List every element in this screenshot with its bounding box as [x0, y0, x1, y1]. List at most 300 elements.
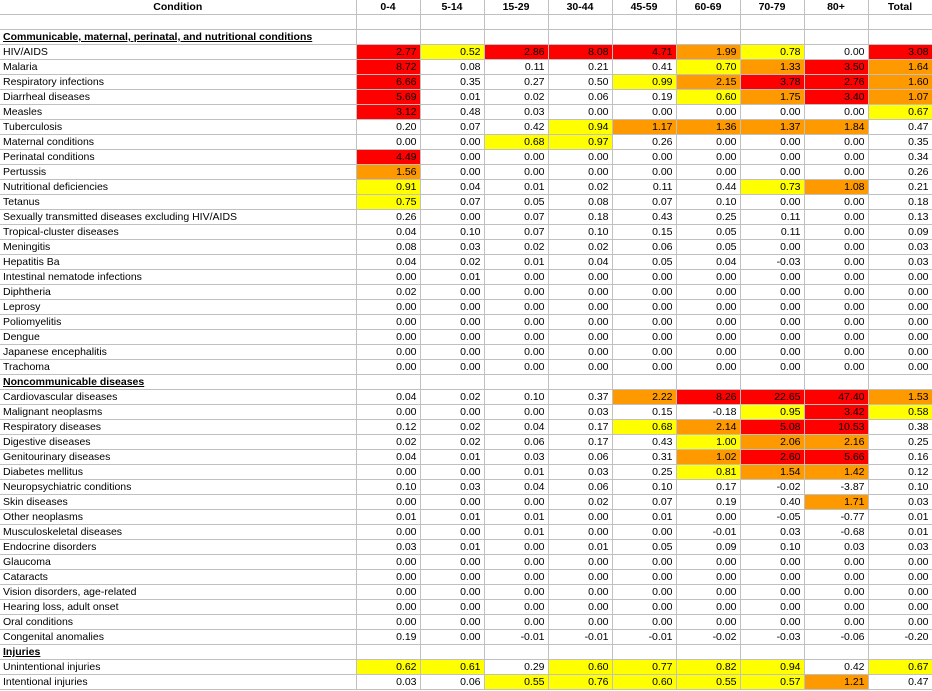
empty-cell[interactable] [740, 375, 804, 390]
value-cell[interactable]: 3.12 [356, 105, 420, 120]
value-cell[interactable]: 3.78 [740, 75, 804, 90]
value-cell[interactable]: 0.04 [484, 480, 548, 495]
value-cell[interactable]: 2.14 [676, 420, 740, 435]
condition-cell[interactable]: Cardiovascular diseases [0, 390, 356, 405]
value-cell[interactable]: 0.00 [676, 285, 740, 300]
empty-cell[interactable] [676, 645, 740, 660]
condition-cell[interactable]: Oral conditions [0, 615, 356, 630]
total-cell[interactable]: 0.25 [868, 435, 932, 450]
value-cell[interactable]: 0.00 [804, 585, 868, 600]
value-cell[interactable]: 0.78 [740, 45, 804, 60]
value-cell[interactable]: 0.04 [484, 420, 548, 435]
condition-cell[interactable]: Endocrine disorders [0, 540, 356, 555]
condition-cell[interactable]: Cataracts [0, 570, 356, 585]
empty-cell[interactable] [740, 15, 804, 30]
value-cell[interactable]: 0.02 [420, 390, 484, 405]
value-cell[interactable]: 0.95 [740, 405, 804, 420]
value-cell[interactable]: 47.40 [804, 390, 868, 405]
value-cell[interactable]: 0.01 [356, 510, 420, 525]
empty-cell[interactable] [420, 15, 484, 30]
empty-cell[interactable] [676, 30, 740, 45]
condition-cell[interactable]: Intentional injuries [0, 675, 356, 690]
value-cell[interactable]: 0.00 [740, 330, 804, 345]
value-cell[interactable]: 0.06 [548, 480, 612, 495]
value-cell[interactable]: 1.42 [804, 465, 868, 480]
value-cell[interactable]: 0.00 [420, 330, 484, 345]
value-cell[interactable]: 0.31 [612, 450, 676, 465]
value-cell[interactable]: 0.00 [484, 405, 548, 420]
empty-cell[interactable] [868, 30, 932, 45]
value-cell[interactable]: 0.04 [420, 180, 484, 195]
value-cell[interactable]: 0.01 [420, 270, 484, 285]
empty-cell[interactable] [676, 15, 740, 30]
value-cell[interactable]: 5.08 [740, 420, 804, 435]
value-cell[interactable]: 1.08 [804, 180, 868, 195]
value-cell[interactable]: 0.73 [740, 180, 804, 195]
condition-cell[interactable]: Hearing loss, adult onset [0, 600, 356, 615]
value-cell[interactable]: 0.00 [804, 105, 868, 120]
value-cell[interactable]: 2.06 [740, 435, 804, 450]
value-cell[interactable]: 0.00 [612, 270, 676, 285]
total-cell[interactable]: 0.03 [868, 255, 932, 270]
value-cell[interactable]: -0.03 [740, 630, 804, 645]
value-cell[interactable]: 0.76 [548, 675, 612, 690]
value-cell[interactable]: 0.01 [612, 510, 676, 525]
condition-cell[interactable]: Dengue [0, 330, 356, 345]
value-cell[interactable]: 0.42 [804, 660, 868, 675]
value-cell[interactable]: 0.00 [484, 495, 548, 510]
total-cell[interactable]: 1.53 [868, 390, 932, 405]
value-cell[interactable]: 0.43 [612, 210, 676, 225]
section-label[interactable]: Injuries [0, 645, 356, 660]
total-cell[interactable]: 0.00 [868, 300, 932, 315]
value-cell[interactable]: 0.00 [420, 315, 484, 330]
value-cell[interactable]: 1.56 [356, 165, 420, 180]
value-cell[interactable]: 0.00 [740, 570, 804, 585]
condition-cell[interactable]: Malaria [0, 60, 356, 75]
value-cell[interactable]: 0.00 [356, 315, 420, 330]
total-cell[interactable]: 0.21 [868, 180, 932, 195]
value-cell[interactable]: 0.15 [612, 405, 676, 420]
value-cell[interactable]: 0.00 [612, 555, 676, 570]
value-cell[interactable]: 0.01 [420, 540, 484, 555]
value-cell[interactable]: 0.03 [420, 240, 484, 255]
value-cell[interactable]: 0.94 [548, 120, 612, 135]
condition-cell[interactable]: Musculoskeletal diseases [0, 525, 356, 540]
total-cell[interactable]: 0.00 [868, 555, 932, 570]
value-cell[interactable]: 0.00 [548, 585, 612, 600]
condition-cell[interactable]: Skin diseases [0, 495, 356, 510]
value-cell[interactable]: 0.05 [676, 240, 740, 255]
value-cell[interactable]: -0.18 [676, 405, 740, 420]
total-cell[interactable]: 0.47 [868, 675, 932, 690]
value-cell[interactable]: 0.00 [676, 270, 740, 285]
value-cell[interactable]: 0.11 [740, 210, 804, 225]
value-cell[interactable]: 0.02 [484, 240, 548, 255]
value-cell[interactable]: 0.07 [420, 120, 484, 135]
section-label[interactable]: Communicable, maternal, perinatal, and nutritional conditions [0, 30, 356, 45]
value-cell[interactable]: 0.00 [740, 150, 804, 165]
value-cell[interactable]: 0.00 [612, 525, 676, 540]
value-cell[interactable]: 0.03 [420, 480, 484, 495]
column-header[interactable]: 30-44 [548, 0, 612, 15]
value-cell[interactable]: 0.00 [740, 555, 804, 570]
total-cell[interactable]: 0.03 [868, 240, 932, 255]
value-cell[interactable]: 0.00 [804, 195, 868, 210]
value-cell[interactable]: 0.11 [740, 225, 804, 240]
value-cell[interactable]: 0.00 [804, 45, 868, 60]
value-cell[interactable]: 0.00 [484, 300, 548, 315]
value-cell[interactable]: 6.66 [356, 75, 420, 90]
condition-cell[interactable]: Respiratory diseases [0, 420, 356, 435]
value-cell[interactable]: 0.00 [484, 165, 548, 180]
total-cell[interactable]: 0.16 [868, 450, 932, 465]
value-cell[interactable]: 0.00 [804, 600, 868, 615]
total-cell[interactable]: 0.47 [868, 120, 932, 135]
empty-cell[interactable] [804, 15, 868, 30]
total-cell[interactable]: 0.34 [868, 150, 932, 165]
value-cell[interactable]: 0.06 [548, 450, 612, 465]
value-cell[interactable]: 0.00 [356, 270, 420, 285]
value-cell[interactable]: 0.01 [484, 255, 548, 270]
value-cell[interactable]: 1.54 [740, 465, 804, 480]
total-cell[interactable]: 0.00 [868, 330, 932, 345]
total-cell[interactable]: 0.00 [868, 615, 932, 630]
value-cell[interactable]: 0.10 [420, 225, 484, 240]
value-cell[interactable]: 0.17 [548, 435, 612, 450]
value-cell[interactable]: 0.00 [548, 570, 612, 585]
value-cell[interactable]: 0.00 [612, 585, 676, 600]
value-cell[interactable]: 0.00 [356, 615, 420, 630]
value-cell[interactable]: 0.00 [420, 285, 484, 300]
value-cell[interactable]: 0.00 [676, 360, 740, 375]
value-cell[interactable]: 0.06 [612, 240, 676, 255]
value-cell[interactable]: 0.37 [548, 390, 612, 405]
value-cell[interactable]: 0.00 [356, 600, 420, 615]
total-cell[interactable]: 0.12 [868, 465, 932, 480]
value-cell[interactable]: 0.00 [548, 360, 612, 375]
total-cell[interactable]: 0.00 [868, 270, 932, 285]
condition-cell[interactable]: Sexually transmitted diseases excluding HIV/AIDS [0, 210, 356, 225]
total-cell[interactable]: 1.07 [868, 90, 932, 105]
value-cell[interactable]: 0.26 [356, 210, 420, 225]
value-cell[interactable]: 0.60 [676, 90, 740, 105]
value-cell[interactable]: 0.70 [676, 60, 740, 75]
value-cell[interactable]: 0.42 [484, 120, 548, 135]
empty-cell[interactable] [740, 30, 804, 45]
value-cell[interactable]: 0.00 [740, 285, 804, 300]
column-header[interactable]: 15-29 [484, 0, 548, 15]
value-cell[interactable]: 0.00 [356, 585, 420, 600]
value-cell[interactable]: -0.01 [612, 630, 676, 645]
value-cell[interactable]: 1.21 [804, 675, 868, 690]
value-cell[interactable]: 0.19 [612, 90, 676, 105]
value-cell[interactable]: 0.04 [548, 255, 612, 270]
condition-cell[interactable]: Genitourinary diseases [0, 450, 356, 465]
empty-cell[interactable] [420, 375, 484, 390]
value-cell[interactable]: 0.00 [676, 615, 740, 630]
value-cell[interactable]: 0.00 [420, 165, 484, 180]
value-cell[interactable]: 0.08 [356, 240, 420, 255]
value-cell[interactable]: 0.00 [612, 165, 676, 180]
value-cell[interactable]: 0.00 [612, 285, 676, 300]
column-header[interactable]: 0-4 [356, 0, 420, 15]
empty-cell[interactable] [804, 30, 868, 45]
value-cell[interactable]: 0.01 [484, 465, 548, 480]
condition-cell[interactable]: Congenital anomalies [0, 630, 356, 645]
value-cell[interactable]: 0.62 [356, 660, 420, 675]
value-cell[interactable]: 0.03 [356, 540, 420, 555]
total-cell[interactable]: 0.00 [868, 285, 932, 300]
value-cell[interactable]: 0.00 [612, 570, 676, 585]
value-cell[interactable]: 0.00 [420, 495, 484, 510]
value-cell[interactable]: 0.00 [676, 585, 740, 600]
value-cell[interactable]: 0.00 [420, 585, 484, 600]
empty-cell[interactable] [420, 645, 484, 660]
empty-cell[interactable] [356, 15, 420, 30]
condition-cell[interactable]: Other neoplasms [0, 510, 356, 525]
total-cell[interactable]: 0.03 [868, 540, 932, 555]
value-cell[interactable]: 0.02 [356, 435, 420, 450]
column-header[interactable]: 70-79 [740, 0, 804, 15]
value-cell[interactable]: 0.12 [356, 420, 420, 435]
value-cell[interactable]: 0.10 [548, 225, 612, 240]
value-cell[interactable]: 0.02 [548, 180, 612, 195]
condition-cell[interactable]: Malignant neoplasms [0, 405, 356, 420]
value-cell[interactable]: 0.10 [676, 195, 740, 210]
value-cell[interactable]: 0.00 [484, 555, 548, 570]
empty-cell[interactable] [484, 645, 548, 660]
value-cell[interactable]: 0.02 [548, 240, 612, 255]
value-cell[interactable]: 0.44 [676, 180, 740, 195]
value-cell[interactable]: 0.10 [356, 480, 420, 495]
value-cell[interactable]: 0.82 [676, 660, 740, 675]
condition-cell[interactable]: Neuropsychiatric conditions [0, 480, 356, 495]
value-cell[interactable]: 0.00 [740, 315, 804, 330]
value-cell[interactable]: 0.00 [420, 150, 484, 165]
value-cell[interactable]: 0.00 [420, 615, 484, 630]
value-cell[interactable]: 0.02 [484, 90, 548, 105]
value-cell[interactable]: 0.03 [484, 450, 548, 465]
value-cell[interactable]: 0.07 [612, 195, 676, 210]
condition-cell[interactable]: Tuberculosis [0, 120, 356, 135]
column-header[interactable]: Condition [0, 0, 356, 15]
value-cell[interactable]: 0.00 [356, 345, 420, 360]
value-cell[interactable]: 0.00 [484, 315, 548, 330]
condition-cell[interactable]: Respiratory infections [0, 75, 356, 90]
value-cell[interactable]: -0.06 [804, 630, 868, 645]
value-cell[interactable]: 0.05 [484, 195, 548, 210]
value-cell[interactable]: 0.02 [420, 420, 484, 435]
value-cell[interactable]: 0.29 [484, 660, 548, 675]
value-cell[interactable]: 0.02 [420, 255, 484, 270]
condition-cell[interactable]: Nutritional deficiencies [0, 180, 356, 195]
value-cell[interactable]: 5.69 [356, 90, 420, 105]
value-cell[interactable]: 0.04 [356, 255, 420, 270]
condition-cell[interactable]: Measles [0, 105, 356, 120]
column-header[interactable]: 45-59 [612, 0, 676, 15]
value-cell[interactable]: 0.60 [548, 660, 612, 675]
value-cell[interactable]: 0.10 [740, 540, 804, 555]
value-cell[interactable]: 8.08 [548, 45, 612, 60]
empty-cell[interactable] [356, 375, 420, 390]
value-cell[interactable]: 1.84 [804, 120, 868, 135]
value-cell[interactable]: 0.00 [740, 135, 804, 150]
value-cell[interactable]: 0.00 [676, 300, 740, 315]
empty-cell[interactable] [740, 645, 804, 660]
value-cell[interactable]: 0.00 [484, 150, 548, 165]
total-cell[interactable]: 1.64 [868, 60, 932, 75]
condition-cell[interactable]: HIV/AIDS [0, 45, 356, 60]
value-cell[interactable]: 0.00 [484, 540, 548, 555]
value-cell[interactable]: 0.00 [612, 315, 676, 330]
value-cell[interactable]: -3.87 [804, 480, 868, 495]
value-cell[interactable]: 0.03 [740, 525, 804, 540]
value-cell[interactable]: 0.00 [420, 360, 484, 375]
value-cell[interactable]: 2.16 [804, 435, 868, 450]
condition-cell[interactable]: Hepatitis Ba [0, 255, 356, 270]
value-cell[interactable]: 1.36 [676, 120, 740, 135]
value-cell[interactable]: 1.00 [676, 435, 740, 450]
value-cell[interactable]: 0.00 [356, 555, 420, 570]
total-cell[interactable]: 0.01 [868, 510, 932, 525]
value-cell[interactable]: 0.00 [676, 345, 740, 360]
value-cell[interactable]: 0.19 [356, 630, 420, 645]
total-cell[interactable]: 0.38 [868, 420, 932, 435]
value-cell[interactable]: 0.68 [484, 135, 548, 150]
value-cell[interactable]: 0.00 [804, 270, 868, 285]
total-cell[interactable]: 3.08 [868, 45, 932, 60]
value-cell[interactable]: 1.17 [612, 120, 676, 135]
value-cell[interactable]: 0.03 [356, 675, 420, 690]
value-cell[interactable]: 0.21 [548, 60, 612, 75]
value-cell[interactable]: 0.00 [420, 465, 484, 480]
value-cell[interactable]: 0.06 [548, 90, 612, 105]
value-cell[interactable]: 0.03 [548, 405, 612, 420]
value-cell[interactable]: 0.07 [484, 210, 548, 225]
value-cell[interactable]: 0.00 [548, 285, 612, 300]
value-cell[interactable]: 2.22 [612, 390, 676, 405]
value-cell[interactable]: 3.42 [804, 405, 868, 420]
value-cell[interactable]: 0.01 [420, 90, 484, 105]
value-cell[interactable]: 0.05 [676, 225, 740, 240]
value-cell[interactable]: 0.00 [420, 135, 484, 150]
value-cell[interactable]: 0.01 [420, 510, 484, 525]
value-cell[interactable]: 0.00 [612, 345, 676, 360]
value-cell[interactable]: 0.08 [548, 195, 612, 210]
total-cell[interactable]: 0.67 [868, 660, 932, 675]
value-cell[interactable]: 1.33 [740, 60, 804, 75]
value-cell[interactable]: 0.01 [548, 540, 612, 555]
total-cell[interactable]: 0.67 [868, 105, 932, 120]
empty-cell[interactable] [484, 30, 548, 45]
value-cell[interactable]: 0.19 [676, 495, 740, 510]
empty-cell[interactable] [612, 15, 676, 30]
empty-cell[interactable] [676, 375, 740, 390]
value-cell[interactable]: 0.11 [484, 60, 548, 75]
value-cell[interactable]: 0.00 [420, 630, 484, 645]
value-cell[interactable]: 0.60 [612, 675, 676, 690]
value-cell[interactable]: 2.77 [356, 45, 420, 60]
value-cell[interactable]: 0.00 [804, 345, 868, 360]
value-cell[interactable]: -0.03 [740, 255, 804, 270]
total-cell[interactable]: 0.35 [868, 135, 932, 150]
empty-cell[interactable] [420, 30, 484, 45]
value-cell[interactable]: 22.65 [740, 390, 804, 405]
value-cell[interactable]: 0.00 [676, 105, 740, 120]
column-header[interactable]: 80+ [804, 0, 868, 15]
value-cell[interactable]: -0.01 [484, 630, 548, 645]
value-cell[interactable]: 0.68 [612, 420, 676, 435]
value-cell[interactable]: 0.05 [612, 255, 676, 270]
value-cell[interactable]: 0.00 [612, 150, 676, 165]
value-cell[interactable]: 0.77 [612, 660, 676, 675]
value-cell[interactable]: 0.01 [484, 180, 548, 195]
value-cell[interactable]: 0.00 [484, 615, 548, 630]
empty-cell[interactable] [804, 375, 868, 390]
total-cell[interactable]: -0.20 [868, 630, 932, 645]
value-cell[interactable]: 0.06 [420, 675, 484, 690]
value-cell[interactable]: 0.00 [548, 510, 612, 525]
value-cell[interactable]: 0.00 [548, 555, 612, 570]
total-cell[interactable]: 0.58 [868, 405, 932, 420]
value-cell[interactable]: 0.00 [420, 570, 484, 585]
condition-cell[interactable]: Poliomyelitis [0, 315, 356, 330]
value-cell[interactable]: 3.50 [804, 60, 868, 75]
value-cell[interactable]: 2.76 [804, 75, 868, 90]
empty-cell[interactable] [356, 30, 420, 45]
value-cell[interactable]: 0.11 [612, 180, 676, 195]
value-cell[interactable]: -0.01 [676, 525, 740, 540]
value-cell[interactable]: 0.00 [356, 495, 420, 510]
value-cell[interactable]: 0.03 [548, 465, 612, 480]
value-cell[interactable]: 0.00 [676, 555, 740, 570]
value-cell[interactable]: 0.00 [420, 525, 484, 540]
condition-cell[interactable]: Trachoma [0, 360, 356, 375]
value-cell[interactable]: 0.00 [804, 165, 868, 180]
condition-cell[interactable]: Meningitis [0, 240, 356, 255]
value-cell[interactable]: 2.15 [676, 75, 740, 90]
value-cell[interactable]: 0.00 [548, 300, 612, 315]
value-cell[interactable]: 0.00 [804, 225, 868, 240]
empty-cell[interactable] [548, 30, 612, 45]
value-cell[interactable]: 0.00 [804, 135, 868, 150]
value-cell[interactable]: 0.00 [804, 150, 868, 165]
value-cell[interactable]: 0.15 [612, 225, 676, 240]
value-cell[interactable]: 0.00 [804, 300, 868, 315]
value-cell[interactable]: 0.05 [612, 540, 676, 555]
value-cell[interactable]: 0.18 [548, 210, 612, 225]
condition-cell[interactable]: Unintentional injuries [0, 660, 356, 675]
empty-cell[interactable] [804, 645, 868, 660]
value-cell[interactable]: 0.00 [420, 300, 484, 315]
condition-cell[interactable]: Diarrheal diseases [0, 90, 356, 105]
value-cell[interactable]: 0.07 [420, 195, 484, 210]
value-cell[interactable]: 0.08 [420, 60, 484, 75]
value-cell[interactable]: 0.03 [804, 540, 868, 555]
empty-cell[interactable] [612, 375, 676, 390]
value-cell[interactable]: 0.00 [804, 210, 868, 225]
value-cell[interactable]: 0.99 [612, 75, 676, 90]
value-cell[interactable]: 0.00 [420, 405, 484, 420]
condition-cell[interactable]: Pertussis [0, 165, 356, 180]
value-cell[interactable]: 5.66 [804, 450, 868, 465]
column-header[interactable]: 60-69 [676, 0, 740, 15]
value-cell[interactable]: 0.10 [612, 480, 676, 495]
value-cell[interactable]: 0.00 [548, 345, 612, 360]
value-cell[interactable]: 0.00 [484, 570, 548, 585]
value-cell[interactable]: 1.99 [676, 45, 740, 60]
